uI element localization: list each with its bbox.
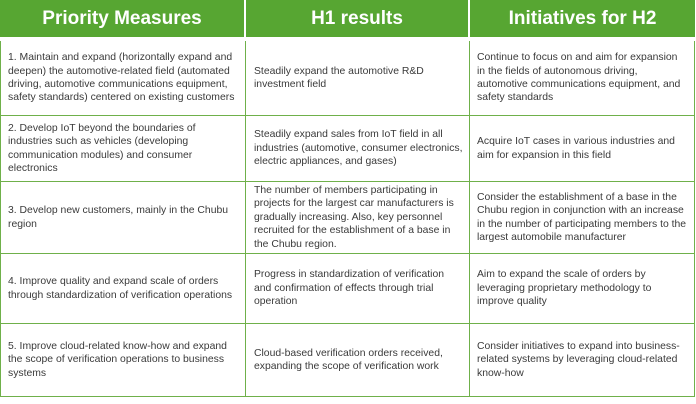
priority-measure-cell: 5. Improve cloud-related know-how and expand the scope of verification operations to business systems: [0, 324, 246, 397]
h1-result-cell: Progress in standardization of verification and confirmation of effects through trial operation: [246, 254, 470, 324]
priority-measure-cell: 2. Develop IoT beyond the boundaries of industries such as vehicles (developing communication modules) and consumer electronics: [0, 116, 246, 182]
table-row: [0, 324, 695, 397]
header-h1-results: H1 results: [246, 0, 470, 41]
h1-result-cell: The number of members participating in projects for the largest car manufacturers is gradually increasing. Also, key personnel recruited for the establishment of a base in the Chubu region.: [246, 182, 470, 254]
header-row: [0, 0, 695, 41]
header-priority-measures: Priority Measures: [0, 0, 246, 41]
table-row: [0, 254, 695, 324]
h1-result-cell: Steadily expand the automotive R&D investment field: [246, 41, 470, 116]
h2-initiative-cell: Aim to expand the scale of orders by leveraging proprietary methodology to improve quality: [470, 254, 695, 324]
h1-result-cell: Steadily expand sales from IoT field in all industries (automotive, consumer electronics, electric appliances, and gases): [246, 116, 470, 182]
table-row: [0, 116, 695, 182]
h2-initiative-cell: Consider the establishment of a base in the Chubu region in conjunction with an increase in the number of participating members to the largest automobile manufacturer: [470, 182, 695, 254]
priority-measure-cell: 1. Maintain and expand (horizontally expand and deepen) the automotive-related field (automated driving, automotive communications equipment, safety standards) centered on existing customers: [0, 41, 246, 116]
h2-initiative-cell: Acquire IoT cases in various industries and aim for expansion in this field: [470, 116, 695, 182]
priority-measure-cell: 3. Develop new customers, mainly in the Chubu region: [0, 182, 246, 254]
h2-initiative-cell: Continue to focus on and aim for expansion in the fields of autonomous driving, automotive communications equipment, and safety standards: [470, 41, 695, 116]
header-initiatives-h2: Initiatives for H2: [470, 0, 695, 41]
table-row: [0, 41, 695, 116]
priority-measure-cell: 4. Improve quality and expand scale of orders through standardization of verification operations: [0, 254, 246, 324]
h2-initiative-cell: Consider initiatives to expand into business-related systems by leveraging cloud-related know-how: [470, 324, 695, 397]
h1-result-cell: Cloud-based verification orders received, expanding the scope of verification work: [246, 324, 470, 397]
table-row: [0, 182, 695, 254]
